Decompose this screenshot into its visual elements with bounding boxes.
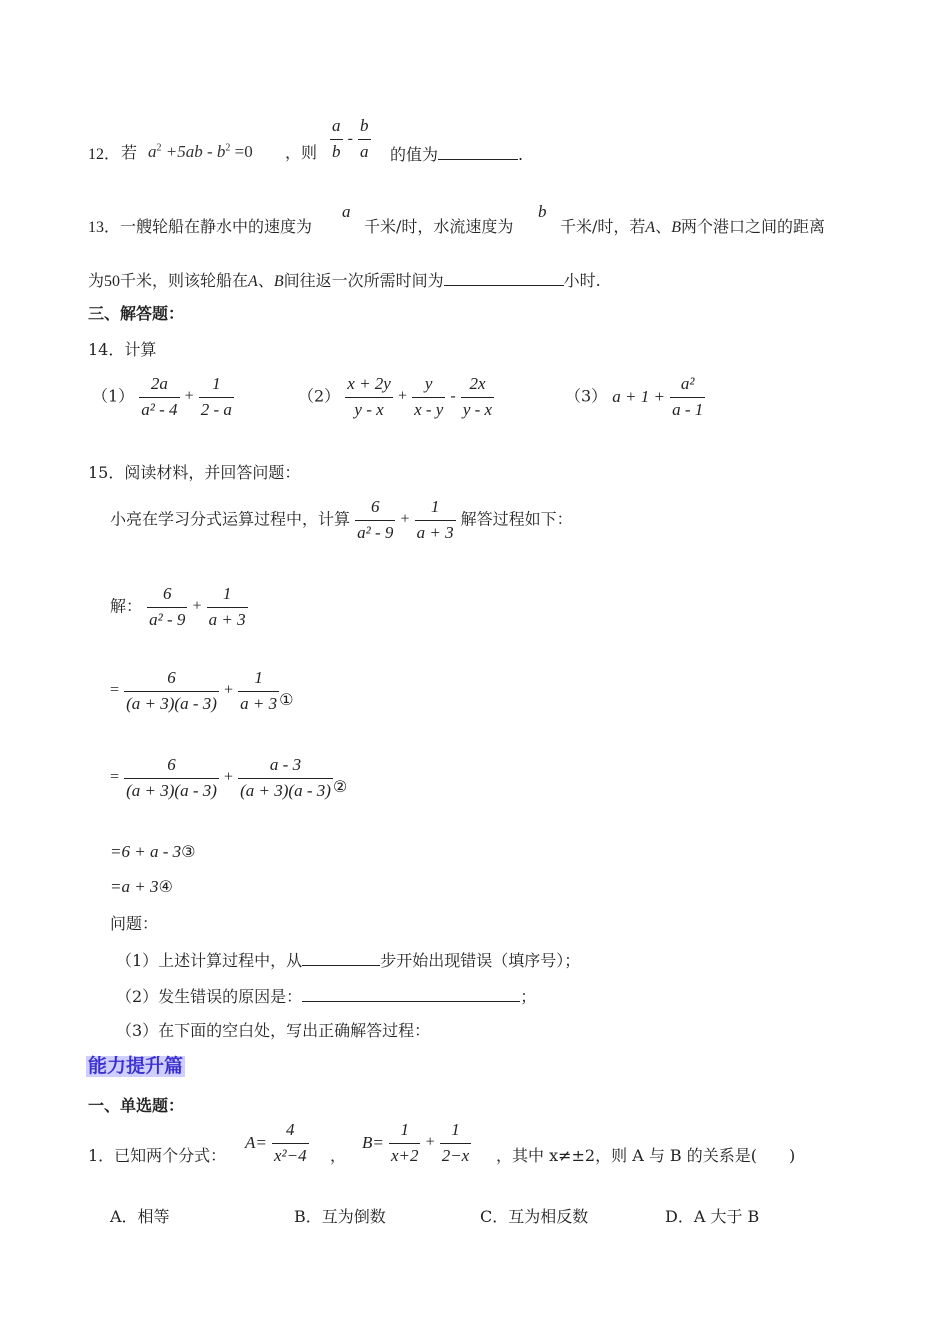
mc1-option-d[interactable]: D．A 大于 B [665, 1207, 760, 1226]
q13-line1b: 千米/时，水流速度为 [364, 217, 514, 236]
mc1-option-c[interactable]: C．互为相反数 [480, 1207, 589, 1226]
q15-solution-step4: =a + 3④ [110, 877, 173, 896]
mc1-stem-post: ，其中 x≠±2，则 A 与 B 的关系是( ) [496, 1146, 796, 1165]
q15-solution-step0: 解： $\frac{6}{\text{a² - 9}}$ + $\frac{1}{a + 3}$ [110, 584, 246, 629]
q12-if: 若 [121, 143, 138, 162]
q12-then: ，则 [285, 143, 318, 162]
ability-heading: 能力提升篇 [88, 1055, 184, 1077]
q14-part3: （3） a + 1 + $\frac{\text{a²}}{a - 1}$ [565, 374, 704, 419]
q15-blank-2[interactable] [302, 987, 520, 1002]
q15-question-2: （2）发生错误的原因是： ； [116, 987, 537, 1006]
q15-solution-step3: =6 + a - 3③ [110, 842, 196, 861]
mc1-option-b[interactable]: B．互为倒数 [294, 1207, 386, 1226]
q14-part1: （1） $\frac{2a}{\text{a² - 4}}$ + $\frac{1}{2 - a}$ [92, 374, 232, 419]
q15-question-3: （3）在下面的空白处，写出正确解答过程： [116, 1021, 431, 1040]
q13-line1c: 千米/时，若A、B两个港口之间的距离 [560, 217, 825, 236]
q13-blank[interactable] [444, 271, 564, 286]
mc1-comma: ， [330, 1146, 347, 1165]
mc1-expr-b: B= $\frac{1}{x+2}$ + $\frac{1}{2-x}$ [362, 1120, 470, 1165]
q13-line1: 13．一艘轮船在静水中的速度为 [88, 217, 313, 236]
q13-var-b: b [538, 202, 547, 221]
mc1-expr-a: A= $\frac{4}{\text{x²−4}}$ [245, 1120, 307, 1165]
q15-intro: 小亮在学习分式运算过程中，计算 $\frac{6}{\text{a² - 9}}$ + $\frac{1}{a + 3}$ 解答过程如下： [110, 497, 573, 542]
q13-line2: 为50千米，则该轮船在A、B间往返一次所需时间为 小时. [88, 271, 601, 290]
q15-questions-label: 问题： [110, 914, 159, 933]
q15-solution-step2: = $\frac{6}{(a + 3)(a - 3)}$ + $\frac{a - 3}{(a + 3)(a - 3)}$ ② [110, 755, 348, 800]
q13-var-a: a [342, 202, 351, 221]
section-1-heading: 一、单选题： [88, 1096, 185, 1115]
q12-number: 12． [88, 146, 121, 163]
q15-question-1: （1）上述计算过程中，从 步开始出现错误（填序号）； [116, 951, 581, 970]
q12-blank[interactable] [438, 145, 518, 160]
q12-tail: 的值为 . [390, 145, 524, 164]
q12-equation: $a^2 +5ab - b^2 =0$ [148, 142, 253, 161]
q15-title: 15．阅读材料，并回答问题： [88, 463, 301, 482]
q15-solution-step1: = $\frac{6}{(a + 3)(a - 3)}$ + $\frac{1}{a + 3}$ ① [110, 668, 294, 713]
section-3-heading: 三、解答题： [88, 304, 185, 323]
mc1-option-a[interactable]: A．相等 [110, 1207, 170, 1226]
q15-blank-1[interactable] [302, 951, 380, 966]
mc1-stem-pre: 1．已知两个分式： [88, 1146, 227, 1165]
q14-part2: （2） $\frac{x + 2y}{y - x}$ + $\frac{y}{x - y}$ - $\frac{2x}{y - x}$ [298, 374, 493, 419]
q14-title: 14．计算 [88, 340, 157, 359]
q12-fractions: $\frac{a}{b}$ - $\frac{b}{a}$ [332, 116, 369, 161]
